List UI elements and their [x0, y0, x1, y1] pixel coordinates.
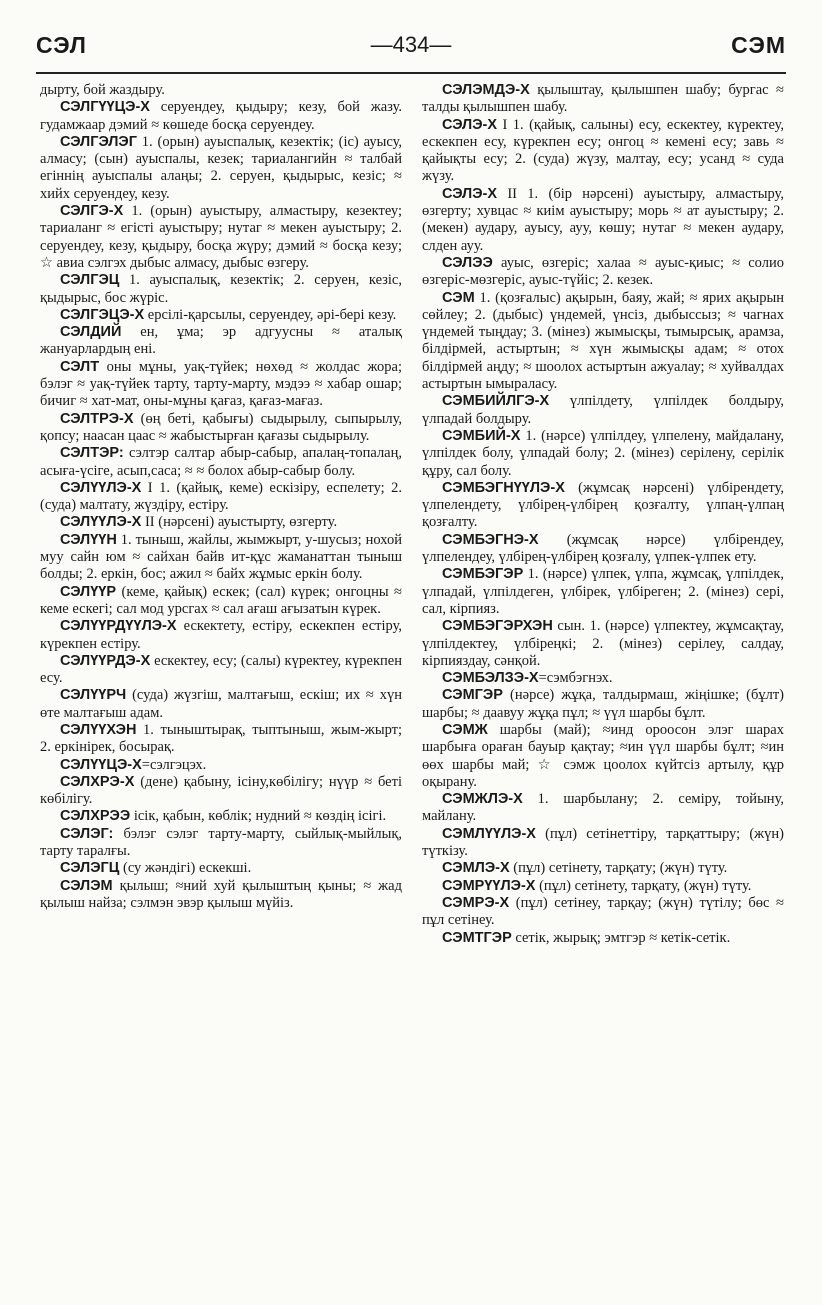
headword: СЭЛЭЭ — [442, 254, 493, 271]
header-rule — [36, 72, 786, 74]
definition-text: (суда) жүзгіш, малтағыш, ескіш; их ≈ хүн өте малтағыш адам. — [40, 687, 402, 721]
headword: СЭМБЭГЭР — [442, 566, 524, 583]
headword: СЭЛҮҮЦЭ-Х — [60, 756, 142, 773]
dictionary-entry — [40, 722, 402, 757]
definition-text: 1. (нәрсе) үлпілдеу, үлпелену, майдалану, үлпілдек болу, үлпадай болу; 2. (мінез) серілену, серілік құру, сал болу. — [422, 427, 784, 479]
dictionary-entry — [422, 895, 784, 930]
dictionary-entry — [40, 774, 402, 809]
dictionary-entry — [422, 393, 784, 428]
headword: СЭЛЭ-Х — [442, 185, 498, 202]
dictionary-entry — [422, 532, 784, 567]
dictionary-entry — [422, 722, 784, 791]
headword: СЭЛЭМ — [60, 877, 113, 894]
dictionary-entry — [40, 532, 402, 584]
dictionary-entry — [40, 757, 402, 774]
dictionary-entry — [40, 134, 402, 203]
headword: СЭЛГҮҮЦЭ-Х — [60, 99, 150, 116]
right-column — [422, 82, 784, 947]
dictionary-entry — [40, 272, 402, 307]
definition-text: =сэлгэцэх. — [141, 756, 207, 773]
headword: СЭЛҮҮХЭН — [60, 721, 137, 738]
dictionary-entry — [40, 203, 402, 272]
headword: СЭЛХРЭ-Х — [60, 773, 135, 790]
definition-text: үлпілдету, үлпілдек болдыру, үлпадай болдыру. — [422, 393, 784, 427]
definition-text: оны мұны, уақ-түйек; нөхөд ≈ жолдас жора; бэлэг ≈ уақ-түйек тарту, тарту-марту, мэдээ ≈ хабар ошар; бичиг ≈ хат-мат, оны-мұны қағаз, қағаз-мағаз. — [40, 358, 402, 410]
headword: СЭМБИЙ-Х — [442, 427, 521, 444]
headword: СЭМ — [442, 289, 475, 306]
headword: СЭЛЭГ: — [60, 825, 114, 842]
dictionary-entry — [40, 307, 402, 324]
definition-text: (дене) қабыну, ісіну,көбілігу; нүүр ≈ беті көбілігу. — [40, 773, 402, 808]
dictionary-entry — [40, 480, 402, 515]
definition-text: ен, ұма; эр адгуусны ≈ аталық жануарлардың ені. — [40, 324, 402, 358]
definition-text: I 1. (қайық, кеме) ескізіру, еспелету; 2. (суда) малтату, жүздіру, естіру. — [40, 479, 402, 514]
page-number: —434— — [370, 32, 452, 57]
dictionary-entry — [40, 826, 402, 861]
definition-text: 1. (орын) ауыспалық, кезектік; (іс) ауысу, алмасу; (сын) ауыспалы, кезек; тариалангийн ≈ талбай егіннің ауыспалы алаңы; 2. серуен, қыдырыс, кезіс; ≈ хийх серуендеу, кезу. — [40, 133, 402, 202]
page-header — [36, 32, 786, 66]
headword: СЭМРЭ-Х — [442, 894, 510, 911]
headword: СЭМЖ — [442, 721, 488, 738]
headword: СЭЛҮҮР — [60, 583, 117, 600]
dictionary-entry — [40, 653, 402, 688]
definition-text: ерсілі-қарсылы, серуендеу, әрі-бері кезу. — [144, 306, 397, 323]
definition-text: бэлэг сэлэг тарту-марту, сыйлық-мыйлық, тарту таралғы. — [40, 825, 402, 860]
definition-text: (жұмсақ нәрсені) үлбірендету, үлпелендету, үлбірең-үлбірең қозғалту, үлпаң-үлпаң қозғалту. — [422, 479, 784, 531]
headword: СЭЛҮҮРЧ — [60, 687, 127, 704]
definition-text: II 1. (бір нәрсені) ауыстыру, алмастыру, өзгерту; хувцас ≈ киім ауыстыру; морь ≈ ат ауыстыру; 2. (мекен) аудару, ауысу, ауу, көшу; нутаг ≈ мекен аудару, слден ауу. — [422, 185, 784, 254]
dictionary-entry — [40, 584, 402, 619]
headword: СЭЛЭГЦ — [60, 860, 120, 877]
definition-text: қылыш; ≈ний хуй қылыштың қыны; ≈ жад қылыш найза; сэлмэн эвэр қылыш мүйіз. — [40, 877, 402, 911]
dictionary-entry — [40, 324, 402, 359]
dictionary-entry — [422, 826, 784, 861]
dictionary-entry — [40, 99, 402, 134]
dictionary-entry — [422, 428, 784, 480]
headword: СЭМБЭГНЭ-Х — [442, 531, 539, 548]
definition-text: шарбы (май); ≈инд ороосон элэг шарах шарбыға ораған бауыр қақтау; ≈ин үүл шарбы бұлт; ≈ин өөх шарбы май; ☆ сэмж цоолох күйтсіз артылу, құр оқырану. — [422, 721, 784, 790]
dictionary-entry — [40, 82, 402, 99]
definition-text: (нәрсе) жұқа, талдырмаш, жіңішке; (бұлт) шарбы; ≈ даавуу жұқа пұл; ≈ үүл шарбы бұлт. — [422, 687, 784, 721]
definition-text: 1. тыныш, жайлы, жымжырт, у-шусыз; нохой муу сайн юм ≈ сайхан байв ит-құс жаманаттан тыныш болды; 2. еркін, бос; ажил ≈ байх жұмыс еркін болу. — [40, 531, 402, 583]
definition-text: (пұл) сетінету, тарқату, (жүн) түту. — [535, 877, 752, 894]
dictionary-entry — [40, 618, 402, 653]
running-head-right: СЭМ — [731, 32, 786, 58]
headword: СЭЛҮҮРДҮҮЛЭ-Х — [60, 618, 177, 635]
dictionary-entry — [422, 687, 784, 722]
definition-text: (пұл) сетінету, тарқату; (жүн) түту. — [509, 860, 728, 877]
definition-text: 1. тыныштырақ, тыптыныш, жым-жырт; 2. еркінірек, босырақ. — [40, 721, 402, 756]
dictionary-entry — [40, 860, 402, 877]
headword: СЭЛҮҮН — [60, 531, 117, 548]
headword: СЭМБИЙЛГЭ-Х — [442, 393, 550, 410]
dictionary-entry — [422, 878, 784, 895]
definition-text: 1. (нәрсе) үлпек, үлпа, жұмсақ, үлпілдек, үлпадай, үлпілдеген, үлбірек, үлбіреген; 2. (мінез) сері, сал, кірпияз. — [422, 566, 784, 617]
headword: СЭЛГЭЦЭ-Х — [60, 306, 145, 323]
definition-text: I 1. (қайық, салыны) есу, ескектеу, күректеу, ескекпен есу, күрекпен есу; онгоц ≈ кемені есу; завь ≈ қайықты есу; 2. (суда) жүзу, малтау, есу; усанд ≈ суда жүзу. — [422, 116, 784, 185]
headword: СЭЛГЭЦ — [60, 272, 120, 289]
definition-text: (пұл) сетінеу, тарқау; (жүн) түтілу; бөс ≈ пұл сетінеу. — [422, 894, 784, 929]
definition-text: 1. (орын) ауыстыру, алмастыру, кезектеу; тариаланг ≈ егісті ауыстыру; нутаг ≈ мекен ауыстыру; 2. серуендеу, кезу, қыдыру, босқа жүру; дэмий ≈ босқа кезу; ☆ авиа сэлгэх дыбыс алмасу, дыбыс өзгеру. — [40, 203, 402, 271]
dictionary-entry — [422, 255, 784, 290]
definition-text: (пұл) сетінеттіру, тарқаттыру; (жүн) түткізу. — [422, 825, 784, 860]
headword: СЭЛГЭЛЭГ — [60, 133, 137, 150]
headword: СЭЛҮҮЛЭ-Х — [60, 514, 142, 531]
headword: СЭЛЭМДЭ-Х — [442, 82, 530, 98]
definition-text: ісік, қабын, көблік; нудний ≈ көздің ісігі. — [130, 808, 387, 825]
definition-text: ескектету, естіру, ескекпен естіру, күрекпен естіру. — [40, 618, 402, 652]
definition-text: ескектеу, есу; (салы) күректеу, күрекпен есу. — [40, 652, 402, 687]
headword: СЭМГЭР — [442, 687, 503, 704]
dictionary-entry — [422, 290, 784, 394]
headword: СЭЛТ — [60, 358, 100, 375]
dictionary-entry — [422, 930, 784, 947]
definition-text: сетік, жырық; эмтгэр ≈ кетік-сетік. — [511, 929, 731, 946]
headword: СЭЛТЭР: — [60, 445, 124, 462]
headword: СЭМБЭЛЗЭ-Х — [442, 670, 539, 687]
dictionary-entry — [422, 566, 784, 618]
headword: СЭМТГЭР — [442, 929, 512, 946]
definition-text: =сэмбэгнэх. — [538, 670, 613, 687]
definition-text: II (нәрсені) ауыстырту, өзгерту. — [141, 514, 338, 531]
headword: СЭЛГЭ-Х — [60, 203, 124, 220]
headword: СЭМЖЛЭ-Х — [442, 791, 523, 808]
dictionary-entry — [422, 82, 784, 117]
dictionary-entry — [422, 791, 784, 826]
headword: СЭЛҮҮЛЭ-Х — [60, 479, 142, 496]
definition-text: 1. ауыспалық, кезектік; 2. серуен, кезіс, қыдырыс, бос жүріс. — [40, 272, 402, 306]
dictionary-entry — [422, 117, 784, 186]
dictionary-entry — [40, 808, 402, 825]
headword: СЭЛТРЭ-Х — [60, 410, 134, 427]
dictionary-entry — [422, 618, 784, 670]
dictionary-entry — [422, 860, 784, 877]
headword: СЭМБЭГНҮҮЛЭ-Х — [442, 479, 565, 496]
headword: СЭМЛҮҮЛЭ-Х — [442, 825, 536, 842]
definition-text: серуендеу, қыдыру; кезу, бой жазу. гудамжаар дэмий ≈ көшеде босқа серуендеу. — [40, 99, 402, 133]
dictionary-entry — [422, 670, 784, 687]
definition-text: дырту, бой жаздыру. — [40, 82, 165, 98]
definition-text: (өң беті, қабығы) сыдырылу, сыпырылу, қопсу; наасан цаас ≈ жабыстырған қағазы сыдырылу. — [40, 410, 402, 444]
headword: СЭЛХРЭЭ — [60, 808, 131, 825]
dictionary-entry — [40, 687, 402, 722]
headword: СЭЛҮҮРДЭ-Х — [60, 652, 151, 669]
headword: СЭМЛЭ-Х — [442, 860, 510, 877]
definition-text: сын. 1. (нәрсе) үлпектеу, жұмсақтау, үлпілдектеу, үлбіреңкі; 2. (мінез) серілеу, салдау, кірпияздау, сәнқой. — [422, 618, 784, 669]
definition-text: сэлтэр салтар абыр-сабыр, апалаң-топалаң, асыға-үсіге, асып,саса; ≈ ≈ болох абыр-сабыр болу. — [40, 445, 402, 479]
definition-text: ауыс, өзгеріс; халаа ≈ ауыс-қиыс; ≈ солио өзгеріс-мөзгеріс, ауыс-түйіс; 2. кезек. — [422, 254, 784, 289]
definition-text: (су жәндігі) ескекші. — [119, 860, 252, 877]
dictionary-entry — [40, 359, 402, 411]
headword: СЭЛДИЙ — [60, 324, 122, 341]
definition-text: 1. шарбылану; 2. семіру, тойыну, майлану. — [422, 791, 784, 825]
definition-text: қылыштау, қылышпен шабу; бургас ≈ талды қылышпен шабу. — [422, 82, 784, 116]
definition-text: (кеме, қайық) ескек; (сал) күрек; онгоцны ≈ кеме ескегі; сал мод урсгах ≈ сал ағаш ағызатын күрек. — [40, 583, 402, 617]
headword: СЭЛЭ-Х — [442, 116, 498, 133]
definition-text: 1. (қозғалыс) ақырын, баяу, жай; ≈ ярих ақырын сөйлеу; 2. (дыбыс) үндемей, үнсіз, дыбыссыз; ≈ чагнах үндемей тыңдау; 3. (мінез) жымысқы, тымырсық, арамза, білдірмей, астыртын; ≈ хүн жымысқы адам; ≈ отох білдірмей аңду; ≈ шоолох астыртын ажуалау; ≈ хуйвалдах астыртын ымыраласу. — [422, 289, 784, 393]
dictionary-entry — [40, 411, 402, 446]
dictionary-entry — [422, 186, 784, 255]
left-column — [40, 82, 402, 912]
headword: СЭМРҮҮЛЭ-Х — [442, 877, 536, 894]
dictionary-entry — [422, 480, 784, 532]
dictionary-entry — [40, 878, 402, 913]
headword: СЭМБЭГЭРХЭН — [442, 618, 553, 635]
running-head-left: СЭЛ — [36, 32, 87, 58]
dictionary-entry — [40, 514, 402, 531]
dictionary-entry — [40, 445, 402, 480]
definition-text: (жұмсақ нәрсе) үлбірендеу, үлпелендеу, үлбірең-үлбірең қозғалу, үлпек-үлпек ету. — [422, 531, 784, 566]
